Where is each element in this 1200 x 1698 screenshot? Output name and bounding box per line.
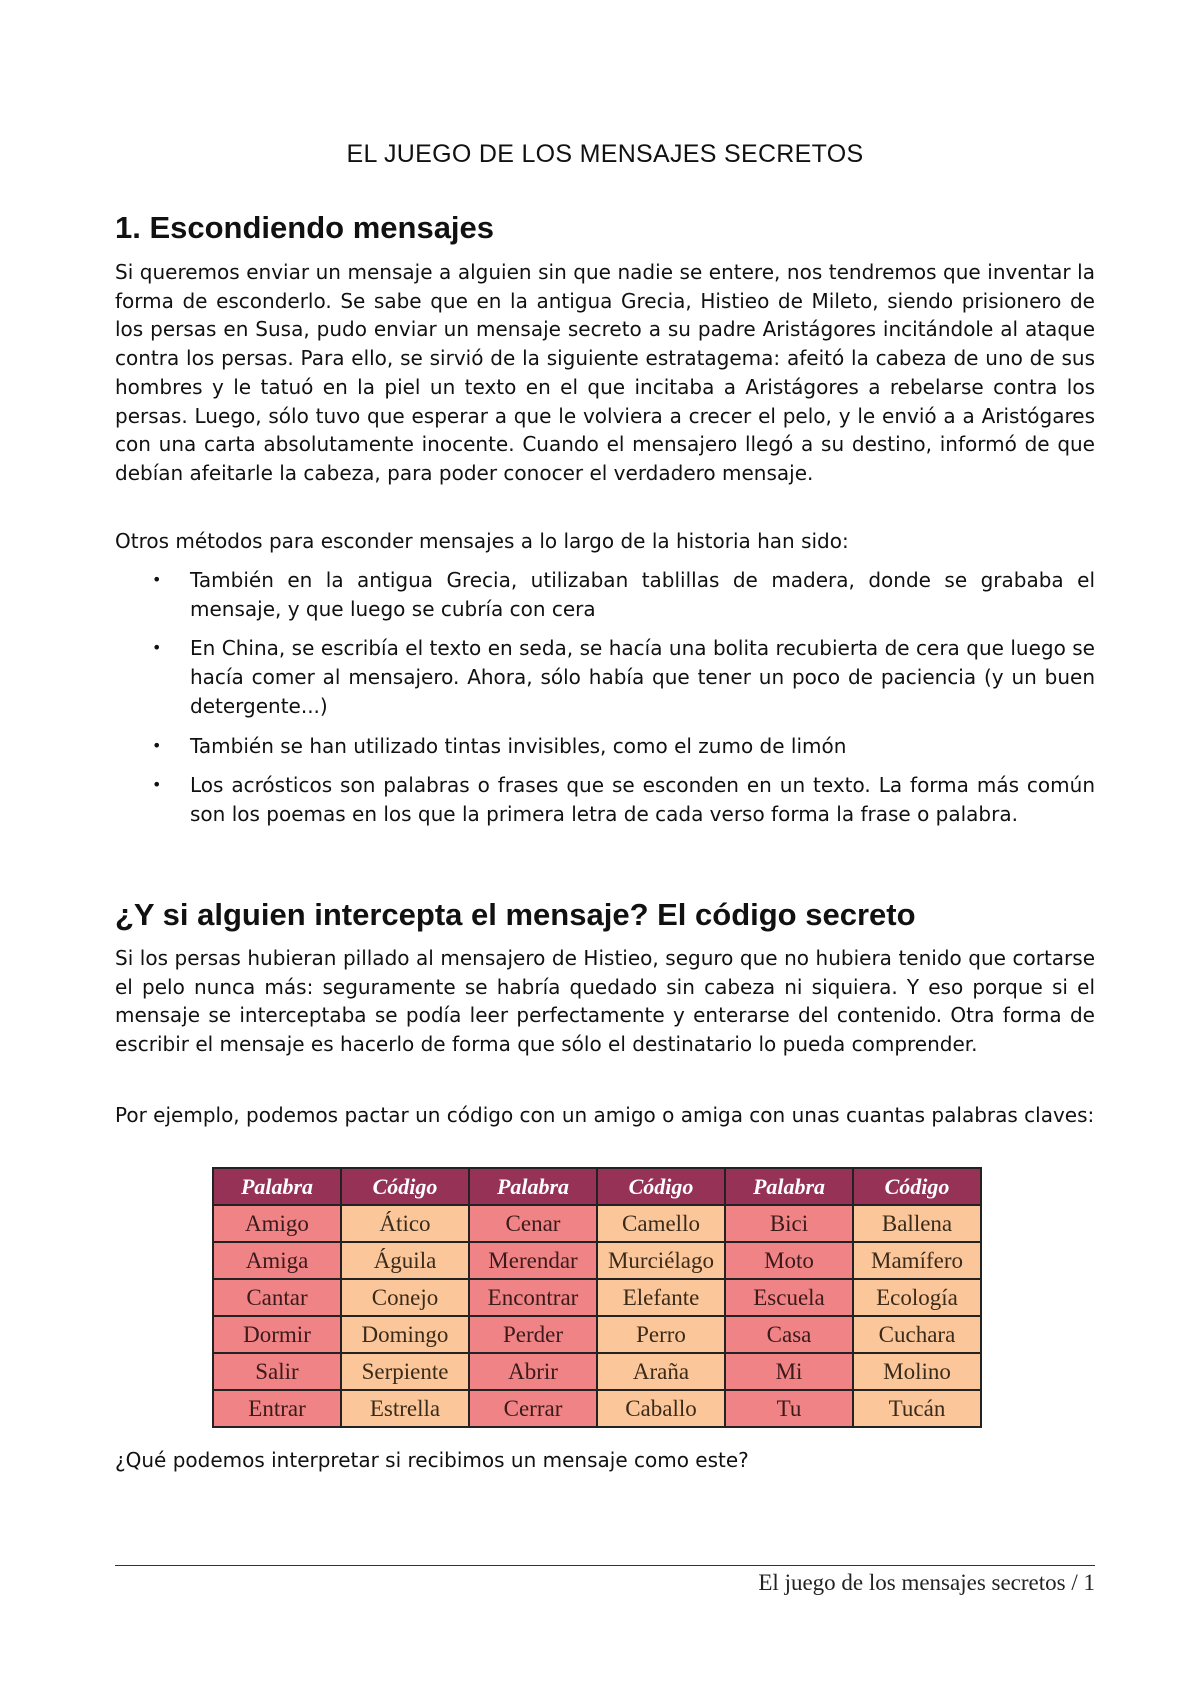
table-cell-word: Encontrar bbox=[469, 1279, 597, 1316]
list-item bbox=[115, 566, 1095, 623]
table-cell-code: Camello bbox=[597, 1205, 725, 1242]
page-footer: El juego de los mensajes secretos / 1 bbox=[758, 1570, 1095, 1595]
table-header-cell: Código bbox=[597, 1168, 725, 1205]
table-cell-word: Cantar bbox=[213, 1279, 341, 1316]
table-cell-code: Murciélago bbox=[597, 1242, 725, 1279]
table-cell-code: Ecología bbox=[853, 1279, 981, 1316]
list-item-text: También se han utilizado tintas invisibles, como el zumo de limón bbox=[190, 733, 847, 758]
footer-divider bbox=[115, 1565, 1095, 1566]
methods-list bbox=[115, 566, 1095, 840]
table-cell-word: Amiga bbox=[213, 1242, 341, 1279]
table-header-cell: Palabra bbox=[213, 1168, 341, 1205]
methods-intro-paragraph: Otros métodos para esconder mensajes a lo largo de la historia han sido: bbox=[115, 529, 849, 553]
question-paragraph: ¿Qué podemos interpretar si recibimos un mensaje como este? bbox=[115, 1448, 749, 1472]
table-cell-code: Araña bbox=[597, 1353, 725, 1390]
table-cell-word: Mi bbox=[725, 1353, 853, 1390]
table-cell-word: Escuela bbox=[725, 1279, 853, 1316]
table-cell-code: Perro bbox=[597, 1316, 725, 1353]
table-cell-word: Cenar bbox=[469, 1205, 597, 1242]
table-cell-code: Caballo bbox=[597, 1390, 725, 1427]
table-cell-code: Domingo bbox=[341, 1316, 469, 1353]
list-item-text: En China, se escribía el texto en seda, se hacía una bolita recubierta de cera que luego se hacía comer al mensajero. Ahora, sólo había que tener un poco de paciencia (y un buen detergente...) bbox=[190, 636, 1095, 718]
bullet-icon: • bbox=[152, 570, 162, 589]
table-row bbox=[213, 1279, 981, 1316]
table-cell-word: Abrir bbox=[469, 1353, 597, 1390]
table-cell-word: Cerrar bbox=[469, 1390, 597, 1427]
table-row bbox=[213, 1242, 981, 1279]
table-header-row bbox=[213, 1168, 981, 1205]
table-cell-code: Molino bbox=[853, 1353, 981, 1390]
table-cell-code: Conejo bbox=[341, 1279, 469, 1316]
table-cell-word: Entrar bbox=[213, 1390, 341, 1427]
table-row bbox=[213, 1353, 981, 1390]
list-item bbox=[115, 634, 1095, 720]
table-row bbox=[213, 1316, 981, 1353]
section-heading-escondiendo: 1. Escondiendo mensajes bbox=[115, 210, 495, 245]
table-cell-word: Dormir bbox=[213, 1316, 341, 1353]
document-title: EL JUEGO DE LOS MENSAJES SECRETOS bbox=[346, 140, 864, 168]
table-cell-code: Elefante bbox=[597, 1279, 725, 1316]
intro-paragraph: Si queremos enviar un mensaje a alguien sin que nadie se entere, nos tendremos que inventar la forma de esconderlo. Se sabe que en la antigua Grecia, Histieo de Mileto, siendo prisionero de los persas en Susa, pudo enviar un mensaje secreto a su padre Aristágores incitándole al ataque contra los persas. Para ello, se sirvió de la siguiente estratagema: afeitó la cabeza de uno de sus hombres y le tatuó en la piel un texto en el que incitaba a Aristágores a rebelarse contra los persas. Luego, sólo tuvo que esperar a que le volviera a crecer el pelo, y le envió a a Aristógares con una carta absolutamente inocente. Cuando el mensajero llegó a su destino, informó de que debían afeitarle la cabeza, para poder conocer el verdadero mensaje. bbox=[115, 260, 1095, 485]
table-cell-word: Perder bbox=[469, 1316, 597, 1353]
intercept-paragraph: Si los persas hubieran pillado al mensajero de Histieo, seguro que no hubiera tenido que cortarse el pelo nunca más: seguramente se habría quedado sin cabeza ni siquiera. Y eso porque si el mensaje se interceptaba se podía leer perfectamente y enterarse del contenido. Otra forma de escribir el mensaje es hacerlo de forma que sólo el destinatario lo pueda comprender. bbox=[115, 946, 1095, 1057]
table-cell-code: Mamífero bbox=[853, 1242, 981, 1279]
example-paragraph: Por ejemplo, podemos pactar un código con un amigo o amiga con unas cuantas palabras claves: bbox=[115, 1103, 1095, 1127]
table-row bbox=[213, 1205, 981, 1242]
table-cell-word: Merendar bbox=[469, 1242, 597, 1279]
document-page bbox=[115, 0, 1095, 1698]
table-header-cell: Palabra bbox=[469, 1168, 597, 1205]
table-header-cell: Código bbox=[341, 1168, 469, 1205]
table-cell-word: Amigo bbox=[213, 1205, 341, 1242]
table-cell-word: Moto bbox=[725, 1242, 853, 1279]
table-header-cell: Palabra bbox=[725, 1168, 853, 1205]
table-cell-code: Águila bbox=[341, 1242, 469, 1279]
table-cell-word: Casa bbox=[725, 1316, 853, 1353]
section-heading-codigo-secreto: ¿Y si alguien intercepta el mensaje? El código secreto bbox=[115, 897, 916, 932]
code-table bbox=[212, 1167, 982, 1428]
table-cell-code: Estrella bbox=[341, 1390, 469, 1427]
table-cell-word: Salir bbox=[213, 1353, 341, 1390]
table-cell-code: Serpiente bbox=[341, 1353, 469, 1390]
bullet-icon: • bbox=[152, 638, 162, 658]
bullet-icon: • bbox=[152, 735, 162, 755]
list-item bbox=[115, 771, 1095, 828]
table-cell-word: Bici bbox=[725, 1205, 853, 1242]
bullet-icon: • bbox=[152, 775, 162, 795]
table-cell-code: Ático bbox=[341, 1205, 469, 1242]
table-cell-code: Cuchara bbox=[853, 1316, 981, 1353]
list-item-text: Los acrósticos son palabras o frases que se esconden en un texto. La forma más común son los poemas en los que la primera letra de cada verso forma la frase o palabra. bbox=[190, 773, 1095, 826]
table-row bbox=[213, 1390, 981, 1427]
table-cell-code: Tucán bbox=[853, 1390, 981, 1427]
list-item bbox=[115, 732, 1095, 761]
list-item-text: También en la antigua Grecia, utilizaban tablillas de madera, donde se grababa el mensaje, y que luego se cubría con cera bbox=[190, 568, 1095, 621]
table-cell-word: Tu bbox=[725, 1390, 853, 1427]
table-header-cell: Código bbox=[853, 1168, 981, 1205]
table-cell-code: Ballena bbox=[853, 1205, 981, 1242]
